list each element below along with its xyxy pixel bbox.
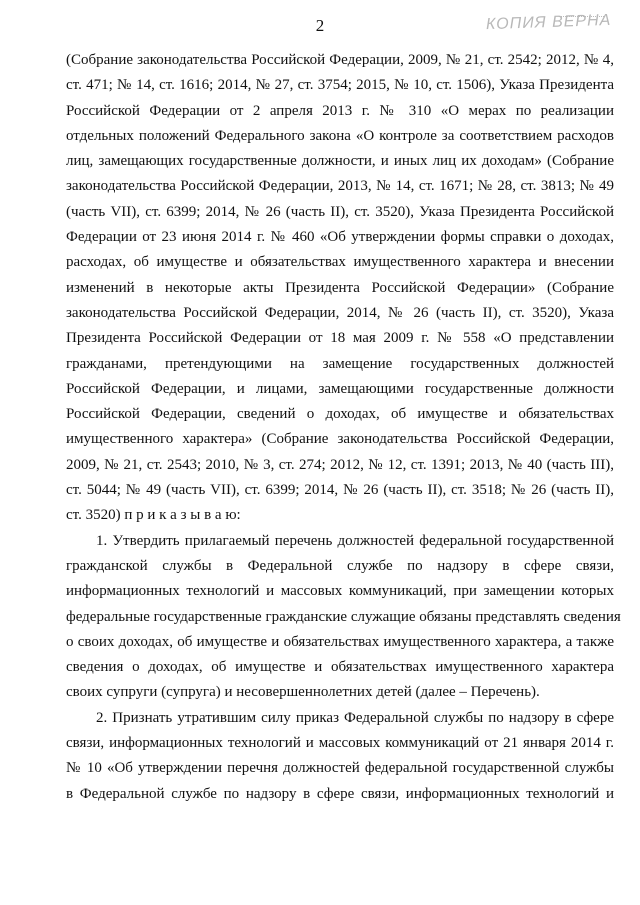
text-line: имущественного характера» (Собрание законодательства Российской Федерации,: [66, 431, 614, 448]
text-line: своих супруги (супруга) и несовершеннолетних детей (далее – Перечень).: [66, 684, 540, 701]
stamp-underline: [560, 16, 604, 17]
text-line: федеральные государственные гражданские служащие обязаны представлять сведения: [66, 608, 621, 625]
text-line: гражданской службы в Федеральной службе по надзору в сфере связи,: [66, 557, 614, 574]
text-line: информационных технологий и массовых коммуникаций, при замещении которых: [66, 583, 614, 600]
page-number: 2: [315, 16, 325, 35]
text-line: законодательства Российской Федерации, 2013, № 14, ст. 1671; № 28, ст. 3813; № 49: [66, 178, 614, 195]
document-body: [66, 48, 621, 807]
text-line: Российской Федерации, и лицами, замещающими государственные должности: [66, 380, 614, 397]
text-line: 2009, № 21, ст. 2543; 2010, № 3, ст. 274; 2012, № 12, ст. 1391; 2013, № 40 (часть III),: [66, 456, 614, 473]
text-line: (Собрание законодательства Российской Федерации, 2009, № 21, ст. 2542; 2012, № 4,: [66, 52, 614, 68]
text-line: о своих доходах, об имуществе и обязательствах имущественного характера, а также: [66, 633, 614, 650]
text-line: связи, информационных технологий и массовых коммуникаций от 21 января 2014 г.: [66, 735, 614, 752]
text-line: законодательства Российской Федерации, 2014, № 26 (часть II), ст. 3520), Указа: [66, 304, 614, 321]
text-line: Президента Российской Федерации от 18 мая 2009 г. № 558 «О представлении: [66, 330, 614, 347]
text-line: Российской Федерации, сведений о доходах, об имуществе и обязательствах: [66, 406, 614, 423]
text-line: ст. 471; № 14, ст. 1616; 2014, № 27, ст. 3754; 2015, № 10, ст. 1506), Указа Президента: [66, 77, 614, 94]
text-line: отдельных положений Федерального закона «О контроле за соответствием расходов: [66, 127, 614, 144]
text-line: в Федеральной службе по надзору в сфере связи, информационных технологий и: [66, 785, 614, 802]
text-line: изменений в некоторые акты Президента Российской Федерации» (Собрание: [66, 279, 614, 296]
text-line: сведения о доходах, об имуществе и обязательствах имущественного характера: [66, 659, 614, 676]
text-line: ст. 5044; № 49 (часть VII), ст. 6399; 2014, № 26 (часть II), ст. 3518; № 26 (часть II),: [66, 482, 614, 499]
text-line: гражданами, претендующими на замещение государственных должностей: [66, 355, 614, 372]
paragraph-1-start: 1. Утвердить прилагаемый перечень должностей федеральной государственной: [96, 532, 614, 549]
text-line: (часть VII), ст. 6399; 2014, № 26 (часть II), ст. 3520), Указа Президента Российской: [66, 203, 614, 220]
text-line: лиц, замещающих государственные должности, и иных лиц их доходам» (Собрание: [66, 153, 614, 170]
text-line: № 10 «Об утверждении перечня должностей федеральной государственной службы: [66, 760, 614, 777]
text-line: расходах, об имуществе и обязательствах имущественного характера и внесении: [66, 254, 614, 271]
text-line: Российской Федерации от 2 апреля 2013 г. № 310 «О мерах по реализации: [66, 102, 614, 119]
copy-stamp: КОПИЯ ВЕРНА: [485, 11, 612, 34]
text-line: ст. 3520) п р и к а з ы в а ю:: [66, 507, 241, 524]
paragraph-2-start: 2. Признать утратившим силу приказ Федеральной службы по надзору в сфере: [96, 709, 614, 726]
text-line: Федерации от 23 июня 2014 г. № 460 «Об утверждении формы справки о доходах,: [66, 229, 614, 246]
